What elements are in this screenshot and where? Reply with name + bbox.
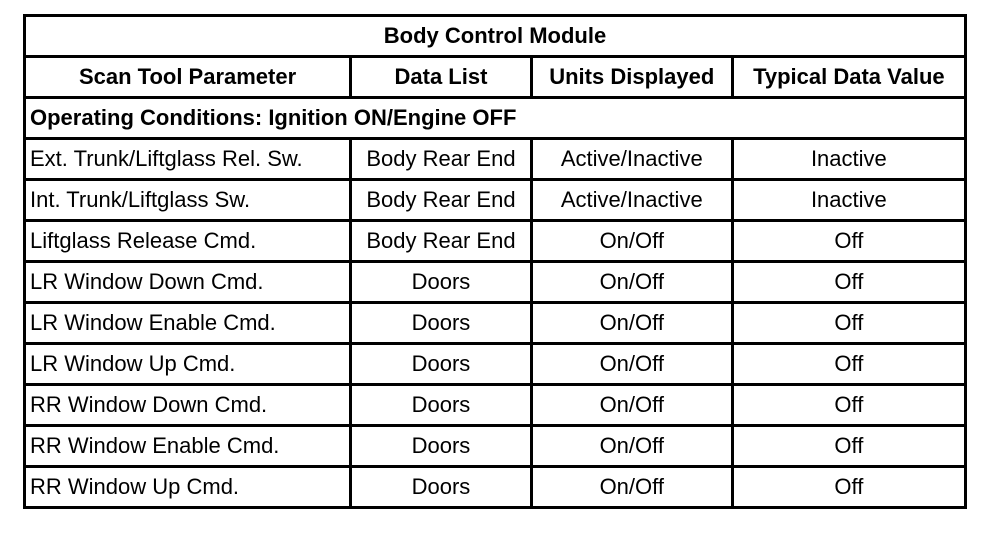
parameter-cell: Liftglass Release Cmd. — [26, 222, 349, 260]
parameter-cell: RR Window Up Cmd. — [26, 468, 349, 506]
parameter-cell: RR Window Down Cmd. — [26, 386, 349, 424]
data-list-cell: Doors — [352, 304, 530, 342]
data-table-container — [23, 14, 967, 509]
parameter-cell: LR Window Up Cmd. — [26, 345, 349, 383]
typical-value-cell: Inactive — [734, 181, 964, 219]
table-row — [26, 345, 964, 383]
typical-value-cell: Off — [734, 427, 964, 465]
table-row — [26, 386, 964, 424]
table-row — [26, 181, 964, 219]
units-cell: On/Off — [533, 427, 731, 465]
typical-value-cell: Off — [734, 222, 964, 260]
table-row — [26, 140, 964, 178]
units-cell: On/Off — [533, 222, 731, 260]
typical-value-cell: Off — [734, 263, 964, 301]
parameter-cell: LR Window Down Cmd. — [26, 263, 349, 301]
header-data-list: Data List — [352, 58, 530, 96]
units-cell: On/Off — [533, 345, 731, 383]
header-units-displayed: Units Displayed — [533, 58, 731, 96]
table-row — [26, 222, 964, 260]
table-row — [26, 304, 964, 342]
table-row — [26, 263, 964, 301]
typical-value-cell: Off — [734, 468, 964, 506]
operating-conditions: Operating Conditions: Ignition ON/Engine OFF — [26, 99, 964, 137]
table-row — [26, 468, 964, 506]
data-list-cell: Body Rear End — [352, 140, 530, 178]
data-list-cell: Doors — [352, 263, 530, 301]
units-cell: On/Off — [533, 468, 731, 506]
units-cell: Active/Inactive — [533, 181, 731, 219]
typical-value-cell: Off — [734, 386, 964, 424]
parameter-cell: LR Window Enable Cmd. — [26, 304, 349, 342]
parameter-cell: RR Window Enable Cmd. — [26, 427, 349, 465]
typical-value-cell: Off — [734, 304, 964, 342]
table-row — [26, 427, 964, 465]
data-list-cell: Body Rear End — [352, 222, 530, 260]
units-cell: On/Off — [533, 263, 731, 301]
header-typical-data-value: Typical Data Value — [734, 58, 964, 96]
units-cell: On/Off — [533, 386, 731, 424]
units-cell: On/Off — [533, 304, 731, 342]
header-scan-tool-parameter: Scan Tool Parameter — [26, 58, 349, 96]
units-cell: Active/Inactive — [533, 140, 731, 178]
table-title: Body Control Module — [26, 17, 964, 55]
parameter-cell: Ext. Trunk/Liftglass Rel. Sw. — [26, 140, 349, 178]
header-row — [26, 58, 964, 96]
section-row — [26, 99, 964, 137]
data-list-cell: Body Rear End — [352, 181, 530, 219]
data-list-cell: Doors — [352, 386, 530, 424]
typical-value-cell: Off — [734, 345, 964, 383]
data-list-cell: Doors — [352, 427, 530, 465]
typical-value-cell: Inactive — [734, 140, 964, 178]
data-list-cell: Doors — [352, 345, 530, 383]
body-control-module-table — [23, 14, 967, 509]
data-list-cell: Doors — [352, 468, 530, 506]
title-row — [26, 17, 964, 55]
parameter-cell: Int. Trunk/Liftglass Sw. — [26, 181, 349, 219]
